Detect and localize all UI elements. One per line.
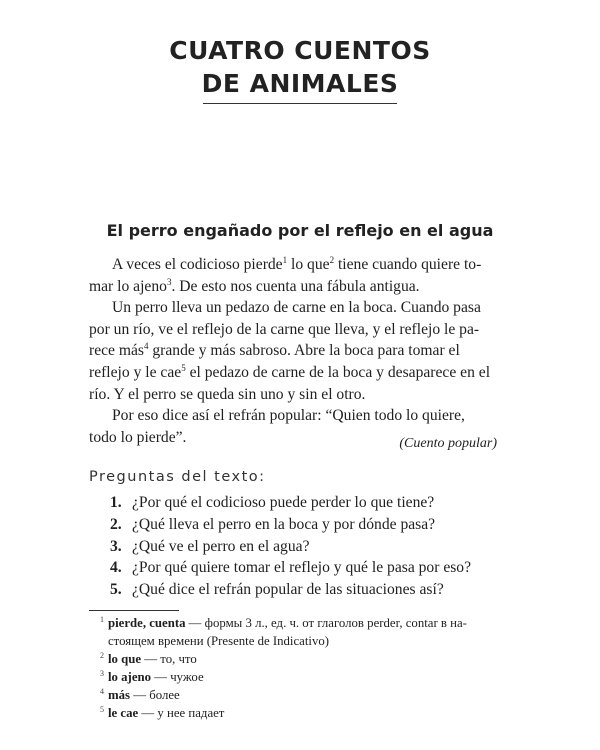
footnotes	[100, 614, 513, 722]
story-line: río. Y el perro se queda sin uno y sin el otro.	[89, 385, 366, 403]
footnote-ref: 3	[166, 276, 172, 287]
question-item	[110, 492, 510, 514]
footnote-text: — формы 3 л., ед. ч. от глаголов perder, contar в на-	[185, 616, 467, 630]
footnote-ref: 1	[282, 255, 288, 265]
footnote-ref: 2	[329, 255, 335, 265]
footnote-term: le cae	[108, 706, 139, 720]
story-source: (Cuento popular)	[399, 436, 497, 451]
footnote-ref: 4	[143, 341, 149, 352]
title-divider	[203, 103, 397, 104]
question-text: ¿Por qué quiere tomar el reflejo y qué le pasa por eso?	[132, 559, 472, 577]
footnote-term: lo ajeno	[108, 670, 152, 684]
footnote-mark: 1	[100, 615, 104, 624]
footnote	[100, 614, 513, 632]
story-line: por un río, ve el reflejo de la carne que lleva, y el reflejo le pa-	[89, 320, 480, 338]
footnote-mark: 5	[100, 705, 104, 714]
chapter-title	[0, 34, 600, 100]
questions-list	[110, 492, 510, 601]
story-line: mar lo ajeno$^3$. De esto nos cuenta una fábula antigua.	[89, 276, 420, 295]
question-item	[110, 579, 510, 601]
story-line: Por eso dice así el refrán popular: “Quien todo lo quiere,	[112, 407, 465, 425]
footnote-mark: 3	[100, 669, 104, 678]
question-text: ¿Por qué el codicioso puede perder lo que tiene?	[132, 494, 435, 511]
questions-heading: Preguntas del texto:	[89, 469, 266, 485]
story-line: Un perro lleva un pedazo de carne en la boca. Cuando pasa	[112, 299, 481, 317]
footnote-text: — у нее падает	[138, 706, 225, 720]
story-heading: El perro engañado por el reflejo en el agua	[106, 221, 494, 240]
chapter-title-line-2: DE ANIMALES	[201, 69, 399, 98]
footnote	[100, 650, 513, 668]
story-line: A veces el codicioso pierde$^1$ lo que$^2$ tiene cuando quiere to-	[112, 255, 482, 273]
question-item	[110, 536, 510, 558]
footnote	[100, 686, 513, 704]
question-number: 2.	[110, 515, 122, 533]
question-item	[110, 514, 510, 536]
question-text: ¿Qué ve el perro en el agua?	[132, 537, 310, 555]
story-line: rece más$^4$ grande y más sabroso. Abre la boca para tomar el	[89, 341, 460, 360]
story-line: todo lo pierde”.	[89, 428, 187, 446]
footnote-mark: 4	[100, 687, 104, 696]
footnote-text: — то, что	[141, 652, 197, 666]
footnote-mark: 2	[100, 651, 104, 660]
question-number: 4.	[110, 559, 122, 577]
question-number: 1.	[110, 494, 122, 511]
footnote	[100, 704, 513, 722]
footnote-continuation: стоящем времени (Presente de Indicativo)	[108, 634, 330, 648]
question-number: 3.	[110, 537, 122, 555]
footnote-text: — более	[130, 688, 180, 702]
footnote-text: — чужое	[151, 670, 204, 684]
question-text: ¿Qué lleva el perro en la boca y por dónde pasa?	[132, 515, 436, 533]
question-number: 5.	[110, 581, 122, 599]
footnote-term: lo que	[108, 652, 142, 666]
footnote-term: más	[108, 688, 131, 702]
footnote-term: pierde, cuenta	[108, 616, 186, 630]
story-line: reflejo y le cae$^5$ el pedazo de carne de la boca y desaparece en el	[89, 362, 491, 381]
chapter-title-line-1: CUATRO CUENTOS	[169, 36, 431, 65]
story-text	[89, 254, 497, 448]
footnote-ref: 5	[181, 362, 186, 373]
question-text: ¿Qué dice el refrán popular de las situaciones así?	[132, 581, 444, 599]
question-item	[110, 557, 510, 579]
footnote	[100, 668, 513, 686]
